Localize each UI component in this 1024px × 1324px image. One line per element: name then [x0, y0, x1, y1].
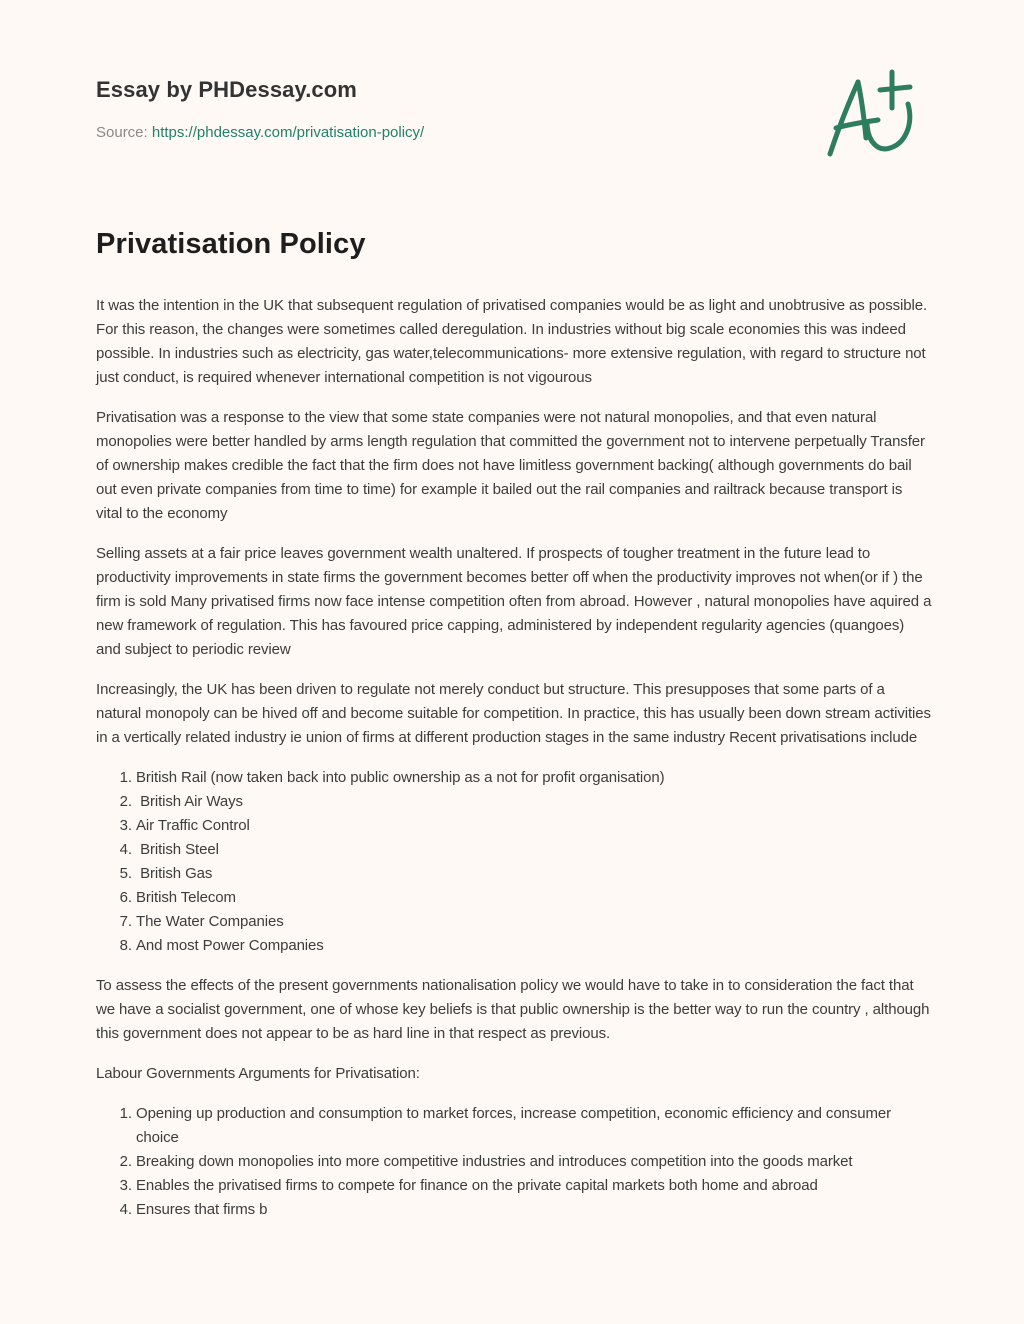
arguments-heading: Labour Governments Arguments for Privatisation:	[96, 1065, 420, 1082]
paragraph-4: Increasingly, the UK has been driven to regulate not merely conduct but structure. This presupposes that some parts of a natural monopoly can be hived off and become suitable for competition. In practice, this has usually been down stream activities in a vertically related industry ie union of firms at different production stages in the same industry Recent privatisations include	[96, 681, 931, 746]
a-plus-grade-icon	[824, 68, 928, 160]
list-item: 1. Opening up production and consumption to market forces, increase competition, economic efficiency and consumer choice	[136, 1102, 932, 1150]
arguments-list	[96, 1102, 932, 1222]
list-item: 4. British Steel	[136, 838, 932, 862]
list-item: 1. British Rail (now taken back into public ownership as a not for profit organisation)	[136, 766, 932, 790]
paragraph-3: Selling assets at a fair price leaves government wealth unaltered. If prospects of tougher treatment in the future lead to productivity improvements in state firms the government becomes better off when the productivity improves not when(or if ) the firm is sold Many privatised firms now face intense competition often from abroad. However , natural monopolies have aquired a new framework of regulation. This has favoured price capping, administered by independent regularity agencies (quangoes) and subject to periodic review	[96, 545, 932, 658]
source-link[interactable]: https://phdessay.com/privatisation-policy/	[151, 124, 425, 141]
paragraph-5: To assess the effects of the present governments nationalisation policy we would have to take in to consideration the fact that we have a socialist government, one of whose key beliefs is that public ownership is the better way to run the country , although this government does not appear to be as hard line in that respect as previous.	[96, 977, 930, 1042]
site-title: Essay by PHDessay.com	[96, 77, 357, 102]
list-item: 3. Air Traffic Control	[136, 814, 932, 838]
source-line	[96, 123, 424, 143]
list-item: 4. Ensures that firms b	[136, 1198, 932, 1222]
list-item: 7. The Water Companies	[136, 910, 932, 934]
privatisations-list	[96, 766, 932, 958]
list-item: 2. British Air Ways	[136, 790, 932, 814]
list-item: 2. Breaking down monopolies into more competitive industries and introduces competition into the goods market	[136, 1150, 932, 1174]
page-header	[96, 76, 928, 196]
list-item: 5. British Gas	[136, 862, 932, 886]
source-label: Source:	[96, 124, 152, 141]
list-item: 3. Enables the privatised firms to compete for finance on the private capital markets both home and abroad	[136, 1174, 932, 1198]
list-item: 6. British Telecom	[136, 886, 932, 910]
essay-article	[96, 226, 932, 1238]
paragraph-2: Privatisation was a response to the view that some state companies were not natural monopolies, and that even natural monopolies were better handled by arms length regulation that committed the government not to intervene perpetually Transfer of ownership makes credible the fact that the firm does not have limitless government backing( although governments do bail out even private companies from time to time) for example it bailed out the rail companies and railtrack because transport is vital to the economy	[96, 409, 925, 522]
list-item: 8. And most Power Companies	[136, 934, 932, 958]
essay-title: Privatisation Policy	[96, 228, 366, 260]
paragraph-1: It was the intention in the UK that subsequent regulation of privatised companies would be as light and unobtrusive as possible. For this reason, the changes were sometimes called deregulation. In industries without big scale economies this was indeed possible. In industries such as electricity, gas water,telecommunications- more extensive regulation, with regard to structure not just conduct, is required whenever international competition is not vigourous	[96, 297, 928, 386]
